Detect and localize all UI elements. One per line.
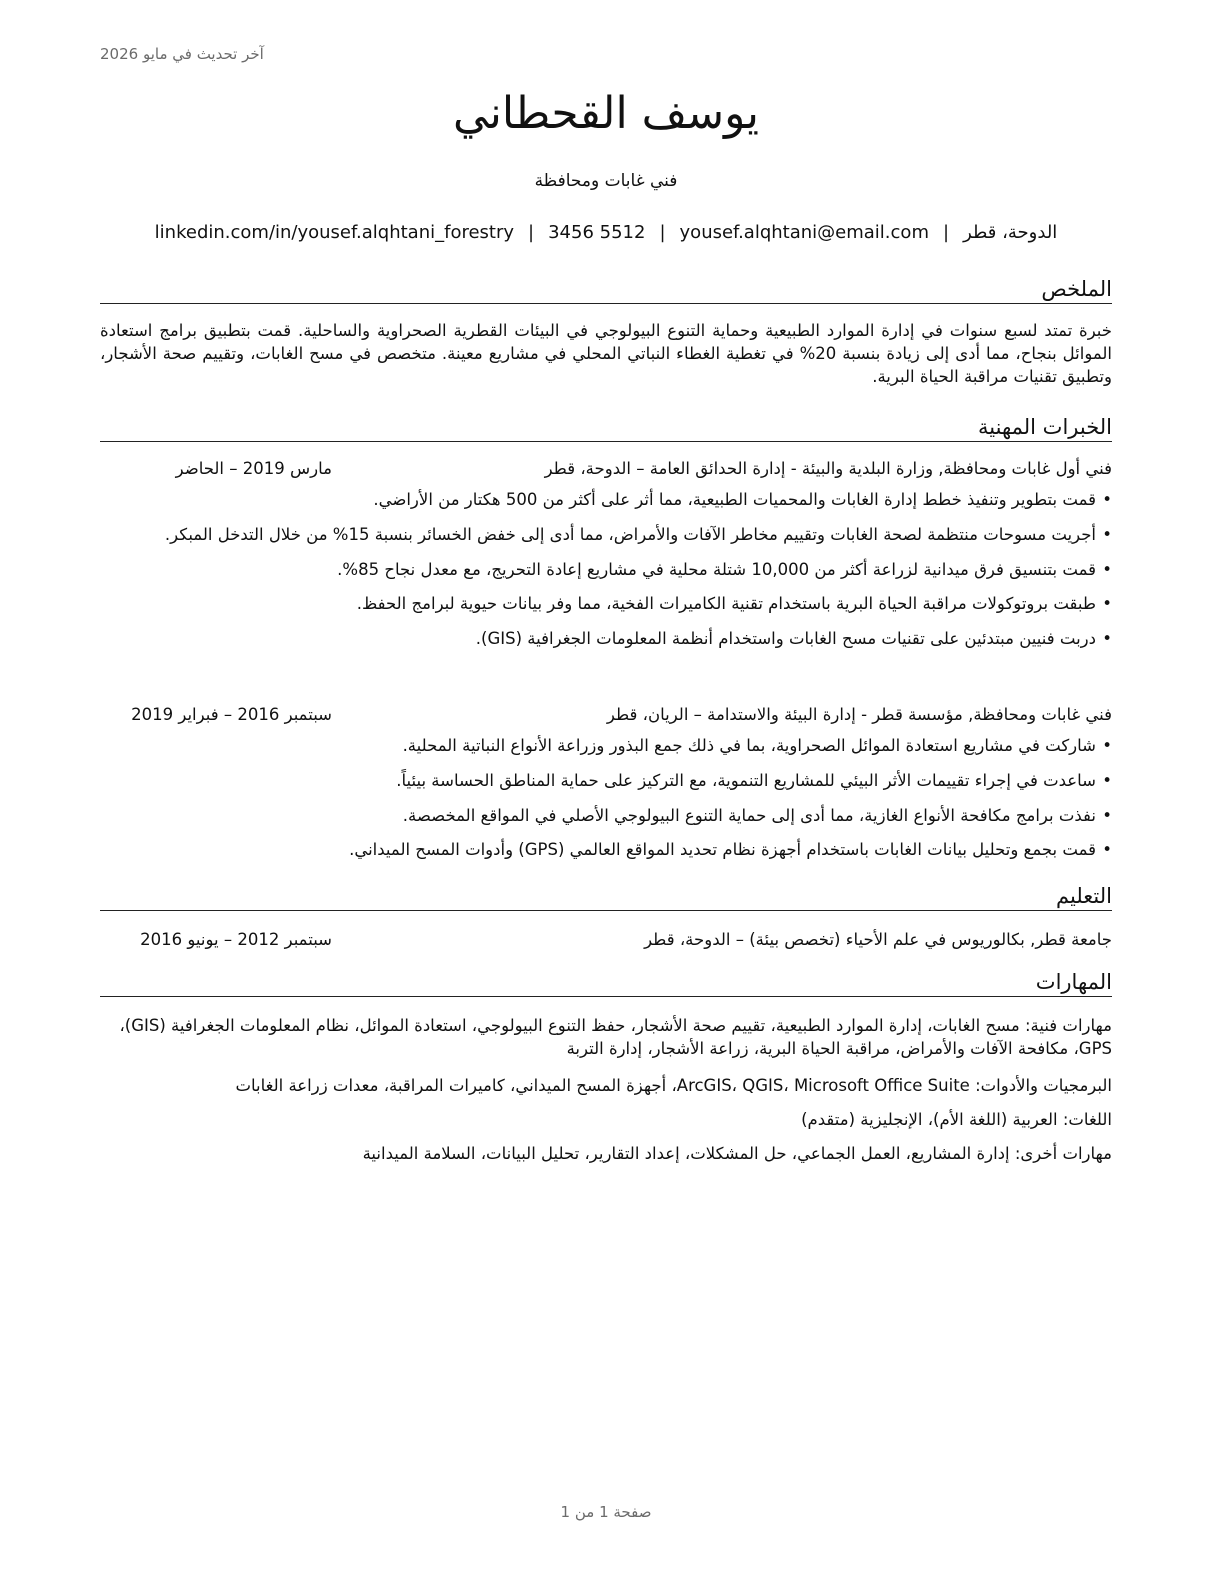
contact-phone[interactable]: 3456 5512 [548, 222, 646, 243]
education-entry: جامعة قطر, بكالوريوس في علم الأحياء (تخصص بيئة) – الدوحة، قطر [644, 930, 1112, 949]
job-bullet: • قمت بتنسيق فرق ميدانية لزراعة أكثر من 10,000 شتلة محلية في مشاريع إعادة التحريج، مع معدل نجاح 85%. [100, 559, 1112, 582]
contact-linkedin[interactable]: linkedin.com/in/yousef.alqhtani_forestry [154, 222, 515, 243]
education-dates: سبتمبر 2012 – يونيو 2016 [140, 930, 332, 949]
education-heading: التعليم [100, 883, 1112, 911]
experience-heading: الخبرات المهنية [100, 414, 1112, 442]
skills-technical: مهارات فنية: مسح الغابات، إدارة الموارد الطبيعية، تقييم صحة الأشجار، حفظ التنوع البيولوجي، استعادة الموائل، نظام المعلومات الجغرافية (GIS)، GPS، مكافحة الآفات والأمراض، مراقبة الحياة البرية، زراعة الأشجار، إدارة التربة [119, 1016, 1112, 1058]
job-bullet: • أجريت مسوحات منتظمة لصحة الغابات وتقييم مخاطر الآفات والأمراض، مما أدى إلى خفض الخسائر بنسبة 15% من خلال التدخل المبكر. [100, 524, 1112, 547]
skills-languages: اللغات: العربية (اللغة الأم)، الإنجليزية (متقدم) [801, 1110, 1112, 1129]
candidate-name: يوسف القحطاني [452, 88, 760, 139]
job-bullet: • طبقت بروتوكولات مراقبة الحياة البرية باستخدام تقنية الكاميرات الفخية، مما وفر بيانات حيوية لبرامج الحفظ. [100, 593, 1112, 616]
summary-heading: الملخص [100, 276, 1112, 304]
job-dates: سبتمبر 2016 – فبراير 2019 [131, 705, 332, 724]
job-bullet: • نفذت برامج مكافحة الأنواع الغازية، مما أدى إلى حماية التنوع البيولوجي الأصلي في المواقع المخصصة. [100, 805, 1112, 828]
skills-heading: المهارات [100, 969, 1112, 997]
summary-text: خبرة تمتد لسبع سنوات في إدارة الموارد الطبيعية وحماية التنوع البيولوجي في البيئات القطرية الصحراوية والساحلية. قمت بتطبيق برامج استعادة الموائل بنجاح، مما أدى إلى زيادة بنسبة 20% في تغطية الغطاء النباتي المحلي في مشاريع معينة. متخصص في مسح الغابات، وتقييم صحة الأشجار، وتطبيق تقنيات مراقبة الحياة البرية. [100, 321, 1112, 386]
job-role: فني غابات ومحافظة, مؤسسة قطر - إدارة البيئة والاستدامة – الريان، قطر [606, 705, 1112, 724]
job-dates: مارس 2019 – الحاضر [175, 459, 332, 478]
job-bullet: • دربت فنيين مبتدئين على تقنيات مسح الغابات واستخدام أنظمة المعلومات الجغرافية (GIS). [100, 628, 1112, 651]
job-bullet: • ساعدت في إجراء تقييمات الأثر البيئي للمشاريع التنموية، مع التركيز على حماية المناطق الحساسة بيئياً. [100, 770, 1112, 793]
contact-location: الدوحة، قطر [963, 222, 1058, 243]
candidate-title: فني غابات ومحافظة [534, 171, 678, 191]
contact-email[interactable]: yousef.alqhtani@email.com [679, 222, 929, 243]
skills-other: مهارات أخرى: إدارة المشاريع، العمل الجماعي، حل المشكلات، إعداد التقارير، تحليل البيانات، السلامة الميدانية [362, 1144, 1112, 1163]
contact-separator: | [528, 222, 535, 243]
job-role: فني أول غابات ومحافظة, وزارة البلدية والبيئة - إدارة الحدائق العامة – الدوحة، قطر [544, 459, 1112, 478]
skills-software: البرمجيات والأدوات: ArcGIS، QGIS، Microsoft Office Suite، أجهزة المسح الميداني، كاميرات المراقبة، معدات زراعة الغابات [235, 1076, 1112, 1095]
contact-line [100, 222, 1112, 243]
page-number: صفحة 1 من 1 [560, 1503, 652, 1521]
job-header [100, 705, 1112, 731]
last-updated-note: آخر تحديث في مايو 2026 [100, 45, 264, 63]
resume-page [100, 0, 1112, 1584]
job-bullet: • قمت بجمع وتحليل بيانات الغابات باستخدام أجهزة نظام تحديد المواقع العالمي (GPS) وأدوات المسح الميداني. [100, 839, 1112, 862]
job-bullet: • قمت بتطوير وتنفيذ خطط إدارة الغابات والمحميات الطبيعية، مما أثر على أكثر من 500 هكتار من الأراضي. [100, 489, 1112, 512]
job-bullet: • شاركت في مشاريع استعادة الموائل الصحراوية، بما في ذلك جمع البذور وزراعة الأنواع النباتية المحلية. [100, 735, 1112, 758]
contact-separator: | [942, 222, 950, 243]
job-bullets [100, 489, 1112, 663]
contact-separator: | [659, 222, 666, 243]
job-bullets [100, 735, 1112, 874]
job-header [100, 459, 1112, 485]
education-entry-row [100, 930, 1112, 956]
